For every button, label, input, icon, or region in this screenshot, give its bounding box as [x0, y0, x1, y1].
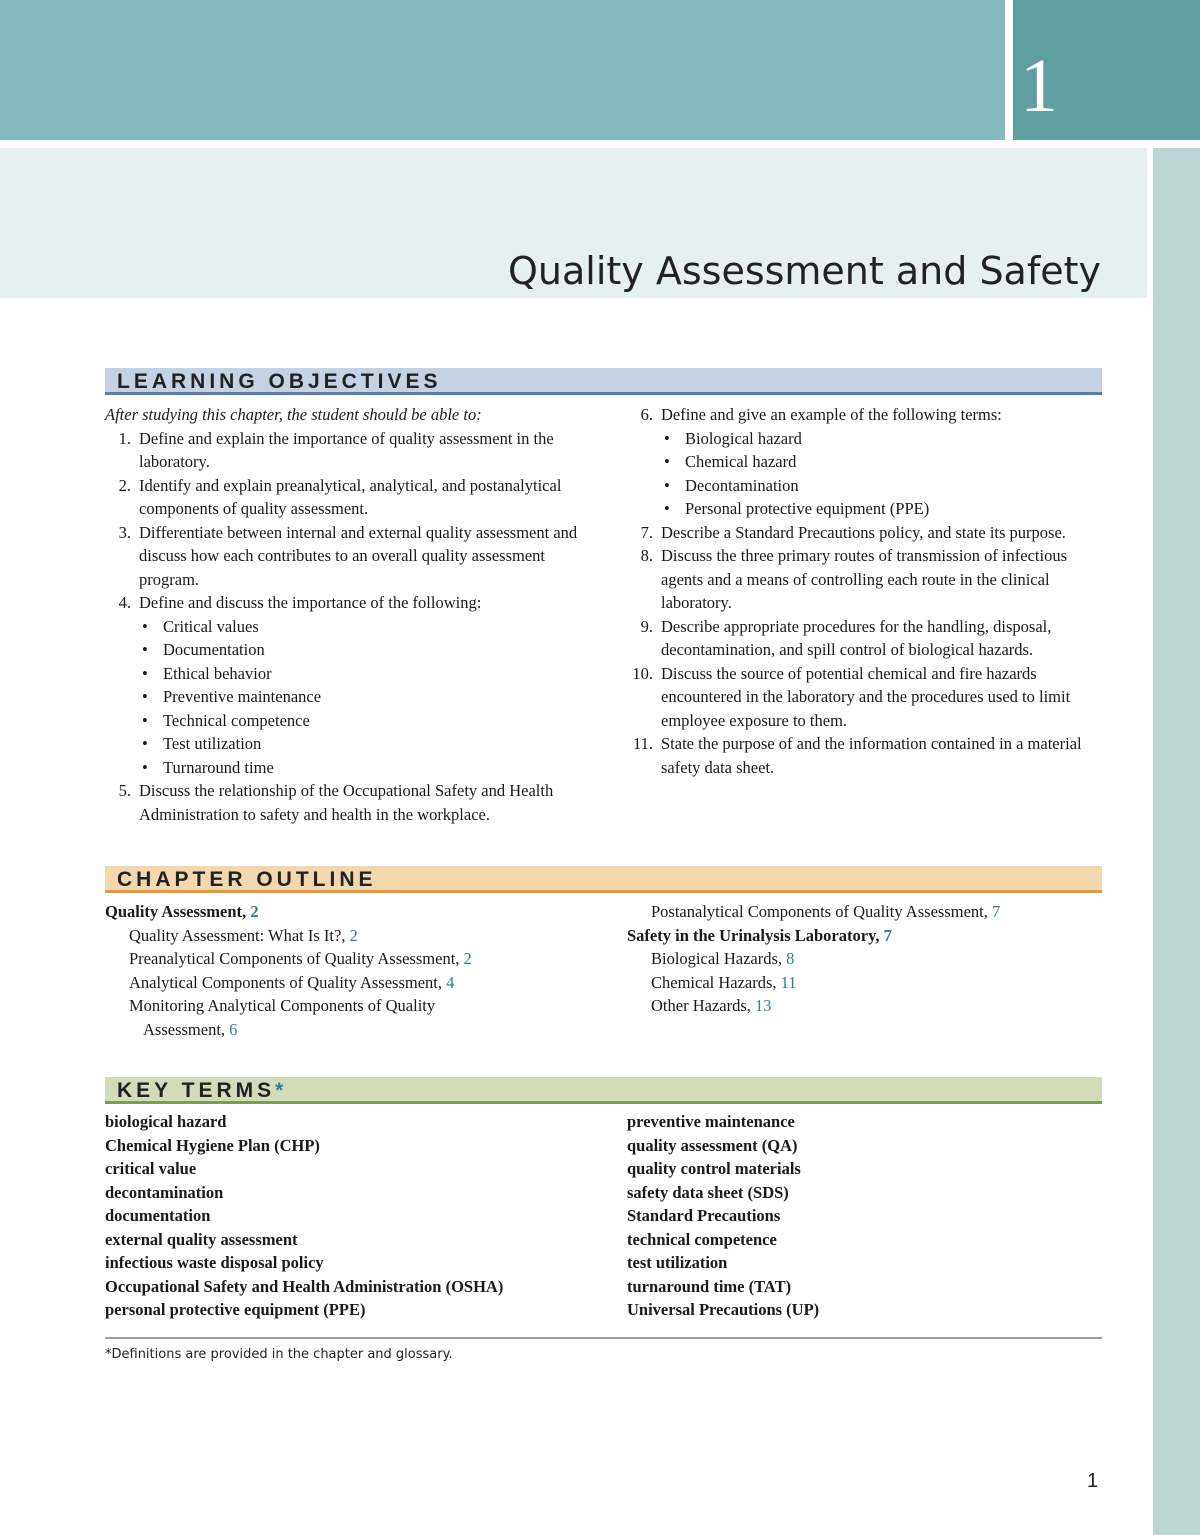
outline-entry[interactable]: [105, 947, 605, 971]
objectives-list-left: [105, 427, 585, 827]
footnote-divider: [105, 1337, 1102, 1339]
outline-entry-text: Safety in the Urinalysis Laboratory,: [627, 925, 884, 945]
objective-text: Describe a Standard Precautions policy, and state its purpose.: [661, 522, 1066, 542]
chapter-outline-heading-text: CHAPTER OUTLINE: [117, 868, 377, 891]
objective-bullet-list: [139, 615, 585, 780]
objective-item: [627, 521, 1105, 545]
key-term: biological hazard: [105, 1112, 227, 1131]
objective-bullet: • Preventive maintenance: [139, 685, 585, 709]
key-term: Chemical Hygiene Plan (CHP): [105, 1135, 320, 1155]
outline-entry-text: Postanalytical Components of Quality Assessment,: [651, 902, 992, 921]
outline-entry[interactable]: [105, 994, 605, 1018]
outline-entry-text: Monitoring Analytical Components of Quality: [129, 996, 436, 1015]
outline-page-link: 2: [463, 949, 472, 968]
key-term: test utilization: [627, 1253, 728, 1272]
key-term: documentation: [105, 1206, 211, 1225]
objective-item: [627, 615, 1105, 662]
outline-left-column: [105, 900, 605, 1041]
objective-text: Describe appropriate procedures for the handling, disposal, decontamination, and spill control of biological hazards.: [661, 616, 1052, 659]
key-term: Occupational Safety and Health Administration (OSHA): [105, 1276, 504, 1296]
objective-number: 2.: [118, 475, 131, 495]
key-term: external quality assessment: [105, 1229, 298, 1249]
learning-objectives-heading: [105, 368, 1102, 395]
objective-number: 6.: [640, 405, 653, 424]
objectives-left-column: [105, 403, 585, 826]
objective-text: Discuss the relationship of the Occupational Safety and Health Administration to safety and health in the workplace.: [139, 781, 554, 824]
outline-page-link: 6: [229, 1019, 238, 1039]
objective-text: Differentiate between internal and external quality assessment and discuss how each contributes to an overall quality assessment program.: [139, 522, 578, 589]
footnote: *Definitions are provided in the chapter and glossary.: [105, 1347, 453, 1362]
key-term: quality assessment (QA): [627, 1135, 798, 1155]
objective-bullet: • Critical values: [139, 615, 585, 639]
objective-text: Discuss the source of potential chemical and fire hazards encountered in the laboratory and the procedures used to limit employee exposure to them.: [661, 663, 1071, 730]
objective-item: [627, 662, 1105, 733]
key-terms-heading-text: KEY TERMS: [117, 1079, 276, 1102]
key-term: technical competence: [627, 1229, 777, 1249]
key-terms-heading: [105, 1077, 1102, 1104]
outline-entry-text: Preanalytical Components of Quality Assessment,: [129, 949, 464, 968]
key-term: preventive maintenance: [627, 1112, 795, 1131]
objective-item: [105, 591, 585, 779]
outline-entry-text: Chemical Hazards,: [651, 972, 781, 992]
objective-number: 4.: [118, 593, 131, 612]
key-term: infectious waste disposal policy: [105, 1253, 324, 1272]
outline-entry-text: Quality Assessment: What Is It?,: [129, 925, 350, 945]
key-term: Standard Precautions: [627, 1206, 781, 1225]
objective-bullet-list: [661, 427, 1105, 521]
objective-bullet: • Decontamination: [661, 474, 1105, 498]
objectives-right-column: [627, 403, 1105, 779]
outline-page-link: 8: [786, 949, 795, 968]
objective-item: [627, 544, 1105, 615]
outline-entry[interactable]: [105, 971, 605, 995]
key-term: decontamination: [105, 1182, 224, 1202]
outline-page-link: 13: [755, 996, 772, 1015]
objective-bullet: • Ethical behavior: [139, 662, 585, 686]
objective-number: 7.: [640, 522, 653, 542]
page-number: 1: [1087, 1470, 1099, 1492]
objective-text: Define and discuss the importance of the following:: [139, 593, 482, 612]
outline-entry-text: Other Hazards,: [651, 996, 755, 1015]
key-terms-asterisk: *: [275, 1079, 288, 1102]
learning-objectives-heading-text: LEARNING OBJECTIVES: [117, 370, 442, 393]
objective-bullet: • Test utilization: [139, 732, 585, 756]
outline-entry[interactable]: [105, 924, 605, 948]
objective-text: Define and explain the importance of quality assessment in the laboratory.: [139, 428, 554, 471]
objective-bullet: • Personal protective equipment (PPE): [661, 497, 1105, 521]
key-term: safety data sheet (SDS): [627, 1182, 789, 1202]
outline-entry-text: Biological Hazards,: [651, 949, 787, 968]
key-terms-left-column: [105, 1110, 625, 1322]
objective-bullet: • Chemical hazard: [661, 450, 1105, 474]
outline-page-link: 4: [446, 972, 455, 992]
objectives-intro: After studying this chapter, the student should be able to:: [105, 405, 482, 424]
objective-text: Discuss the three primary routes of transmission of infectious agents and a means of controlling each route in the clinical laboratory.: [661, 546, 1067, 612]
key-term: personal protective equipment (PPE): [105, 1300, 366, 1319]
outline-entry[interactable]: [627, 947, 1127, 971]
objective-bullet: • Technical competence: [139, 709, 585, 733]
objective-item: [105, 521, 585, 592]
outline-page-link: 2: [250, 902, 259, 921]
objective-bullet: • Documentation: [139, 638, 585, 662]
key-term: quality control materials: [627, 1159, 801, 1178]
outline-entry[interactable]: [627, 971, 1127, 995]
outline-page-link: 7: [991, 902, 1001, 921]
objective-text: Define and give an example of the following terms:: [661, 405, 1002, 424]
objective-item: [105, 427, 585, 474]
objective-bullet: • Biological hazard: [661, 427, 1105, 451]
objective-item: [105, 474, 585, 521]
objectives-list-right: [627, 403, 1105, 779]
objective-text: State the purpose of and the information contained in a material safety data sheet.: [661, 734, 1082, 777]
key-terms-right-column: [627, 1110, 1107, 1322]
objective-item: [627, 732, 1105, 779]
objective-text: Identify and explain preanalytical, analytical, and postanalytical components of quality assessment.: [139, 475, 562, 518]
objective-number: 5.: [118, 781, 131, 800]
objective-number: 1.: [118, 428, 131, 448]
outline-entry[interactable]: [627, 924, 1127, 948]
chapter-outline-heading: [105, 866, 1102, 893]
outline-page-link: 2: [349, 925, 358, 945]
key-term: turnaround time (TAT): [627, 1276, 792, 1296]
outline-page-link: 11: [780, 972, 797, 992]
outline-entry-text: Assessment,: [143, 1019, 230, 1039]
header-band: [0, 0, 1005, 140]
objective-item: [105, 779, 585, 826]
objective-number: 8.: [640, 546, 653, 565]
chapter-number: 1: [1020, 44, 1058, 128]
objective-number: 9.: [640, 616, 653, 636]
objective-number: 10.: [632, 663, 653, 683]
objective-number: 11.: [632, 734, 653, 753]
outline-entry[interactable]: [105, 900, 605, 924]
key-term: Universal Precautions (UP): [627, 1300, 820, 1319]
outline-entry[interactable]: [105, 1018, 605, 1042]
key-term: critical value: [105, 1159, 197, 1178]
outline-entry-text: Analytical Components of Quality Assessment,: [129, 972, 447, 992]
outline-entry[interactable]: [627, 994, 1127, 1018]
objective-item: [627, 403, 1105, 521]
outline-right-column: [627, 900, 1127, 1018]
outline-entry[interactable]: [627, 900, 1127, 924]
objective-number: 3.: [118, 522, 131, 542]
chapter-title: Quality Assessment and Safety: [507, 249, 1101, 294]
outline-entry-text: Quality Assessment,: [105, 902, 251, 921]
outline-page-link: 7: [883, 925, 892, 945]
objective-bullet: • Turnaround time: [139, 756, 585, 780]
side-strip: [1153, 148, 1200, 1535]
